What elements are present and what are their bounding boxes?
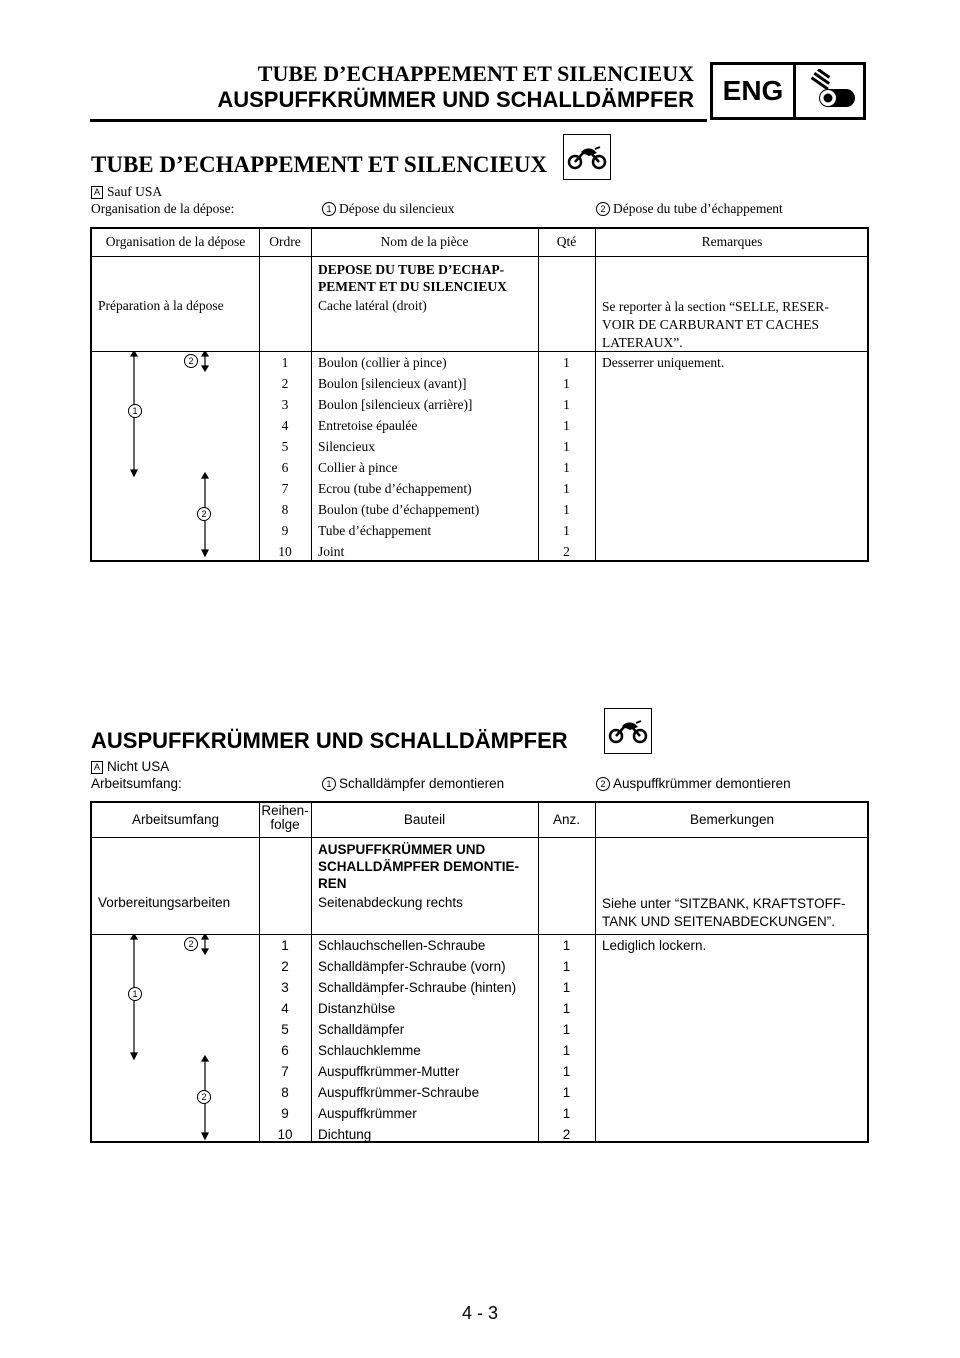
step-order: 1 [281,355,289,370]
step-order: 2 [281,376,289,391]
org-label: Arbeitsumfang: [91,776,182,791]
remark: Lediglich lockern. [602,938,707,953]
org-line-de [91,776,871,791]
eng-label: ENG [713,65,796,117]
page-number: 4 - 3 [461,1303,499,1323]
step-order: 5 [281,1022,289,1037]
removal-table-fr [90,227,869,562]
prep-part: Seitenabdeckung rechts [318,895,463,910]
step-marker-2: 2 [596,777,610,791]
quantity: 1 [563,397,570,412]
range-marker-2: 2 [184,354,198,368]
part-name: Auspuffkrümmer-Mutter [318,1064,460,1079]
step-order: 3 [281,980,289,995]
quantity: 2 [563,544,570,559]
range-marker-1: 1 [128,404,142,418]
org-line-fr [91,201,871,217]
table-header [92,229,867,257]
note-text: Nicht USA [107,759,170,774]
step-order: 2 [281,959,289,974]
step1-text: Schalldämpfer demontieren [339,776,505,791]
quantity: 2 [562,1127,571,1142]
col-header: Reihen- folge [261,803,309,832]
prep-remark: Se reporter à la section “SELLE, RESER- VOIR DE CARBURANT ET CACHES LATERAUX”. [602,299,829,350]
prep-heading: DEPOSE DU TUBE D’ECHAP- PEMENT ET DU SILENCIEUX [318,262,507,294]
part-name: Boulon [silencieux (arrière)] [318,397,473,412]
part-name: Schalldämpfer [318,1022,405,1037]
part-name: Entretoise épaulée [318,418,418,433]
table-row [92,499,867,520]
step-order: 6 [281,1043,289,1058]
note-marker: A [91,761,103,774]
step-order: 10 [278,544,292,559]
table-row [92,520,867,541]
table-row [92,956,867,977]
eng-badge [710,62,866,120]
section-title-fr: TUBE D’ECHAPPEMENT ET SILENCIEUX [91,152,548,177]
quantity: 1 [563,376,570,391]
table-row [92,352,867,373]
section-title-de: AUSPUFFKRÜMMER UND SCHALLDÄMPFER [91,728,568,753]
step-order: 5 [281,439,289,454]
table-row [92,998,867,1019]
note-line-de [91,759,169,774]
part-name: Silencieux [318,439,375,454]
quantity: 1 [563,460,570,475]
motorcycle-icon [604,708,652,754]
quantity: 1 [562,1022,571,1037]
step1-text: Dépose du silencieux [339,201,455,216]
table-row [92,478,867,499]
col-header: Ordre [269,234,301,249]
table-row [92,1124,867,1145]
part-name: Schlauchklemme [318,1043,421,1058]
part-name: Boulon (tube d’échappement) [318,502,480,517]
quantity: 1 [563,439,570,454]
quantity: 1 [562,1085,571,1100]
part-name: Collier à pince [318,460,398,475]
table-row [92,436,867,457]
prep-label: Vorbereitungsarbeiten [98,895,231,910]
note-marker: A [91,186,103,199]
prep-remark: Siehe unter “SITZBANK, KRAFTSTOFF- TANK UND SEITENABDECKUNGEN”. [602,896,846,929]
table-row [92,1040,867,1061]
step-order: 3 [281,397,289,412]
quantity: 1 [562,980,571,995]
step-order: 8 [281,502,289,517]
range-marker-2: 2 [197,507,211,521]
part-name: Boulon [silencieux (avant)] [318,376,467,391]
table-row [92,415,867,436]
part-name: Auspuffkrümmer-Schraube [318,1085,480,1100]
quantity: 1 [563,481,570,496]
step-order: 6 [281,460,289,475]
table-row [92,935,867,956]
col-header: Bemerkungen [689,812,775,827]
exhaust-icon [796,65,863,117]
range-marker-2: 2 [184,937,198,951]
col-header: Organisation de la dépose [105,234,246,249]
part-name: Boulon (collier à pince) [318,355,447,370]
part-name: Joint [318,544,345,559]
prep-row [92,257,867,352]
col-header: Remarques [701,234,763,249]
part-name: Schlauchschellen-Schraube [318,938,486,953]
table-row [92,1082,867,1103]
header-title-fr: TUBE D’ECHAPPEMENT ET SILENCIEUX [257,61,694,86]
quantity: 1 [563,418,570,433]
removal-table-de [90,801,869,1143]
step2-text: Dépose du tube d’échappement [613,201,783,216]
prep-part: Cache latéral (droit) [318,298,427,313]
header-rule [90,119,707,122]
range-marker-1: 1 [128,987,142,1001]
step-marker-1: 1 [322,202,336,216]
motorcycle-icon [563,134,611,180]
quantity: 1 [563,502,570,517]
step-order: 7 [281,1064,289,1079]
range-marker-2: 2 [197,1090,211,1104]
prep-label: Préparation à la dépose [98,298,224,313]
quantity: 1 [563,355,570,370]
part-name: Schalldämpfer-Schraube (vorn) [318,959,506,974]
quantity: 1 [562,1064,571,1079]
table-row [92,394,867,415]
org-label: Organisation de la dépose: [91,201,235,216]
prep-row [92,838,867,935]
step-order: 4 [281,1001,289,1016]
table-row [92,1103,867,1124]
part-name: Distanzhülse [318,1001,396,1016]
col-header: Bauteil [403,812,446,827]
step-order: 8 [281,1085,289,1100]
quantity: 1 [563,523,570,538]
part-name: Ecrou (tube d’échappement) [318,481,472,496]
table-row [92,541,867,562]
steps-block [92,935,867,1145]
step-order: 4 [281,418,289,433]
part-name: Tube d’échappement [318,523,432,538]
prep-heading: AUSPUFFKRÜMMER UND SCHALLDÄMPFER DEMONTIE- REN [318,842,519,891]
table-row [92,1019,867,1040]
quantity: 1 [562,959,571,974]
col-header: Arbeitsumfang [131,812,220,827]
table-row [92,1061,867,1082]
col-header: Anz. [552,812,580,827]
step-order: 9 [281,523,289,538]
table-row [92,457,867,478]
quantity: 1 [562,938,571,953]
col-header: Qté [556,234,577,249]
step-order: 9 [281,1106,289,1121]
note-text: Sauf USA [107,184,163,199]
table-row [92,977,867,998]
note-line-fr [91,184,162,200]
step-marker-1: 1 [322,777,336,791]
part-name: Auspuffkrümmer [318,1106,417,1121]
quantity: 1 [562,1043,571,1058]
table-header [92,803,867,838]
step-order: 10 [277,1127,293,1142]
table-row [92,373,867,394]
quantity: 1 [562,1001,571,1016]
step-order: 7 [281,481,289,496]
header-title-de: AUSPUFFKRÜMMER UND SCHALLDÄMPFER [217,87,694,112]
remark: Desserrer uniquement. [602,355,725,370]
quantity: 1 [562,1106,571,1121]
step-marker-2: 2 [596,202,610,216]
step-order: 1 [281,938,289,953]
step2-text: Auspuffkrümmer demontieren [613,776,791,791]
col-header: Nom de la pièce [380,234,469,249]
steps-block [92,352,867,562]
part-name: Schalldämpfer-Schraube (hinten) [318,980,517,995]
part-name: Dichtung [318,1127,372,1142]
